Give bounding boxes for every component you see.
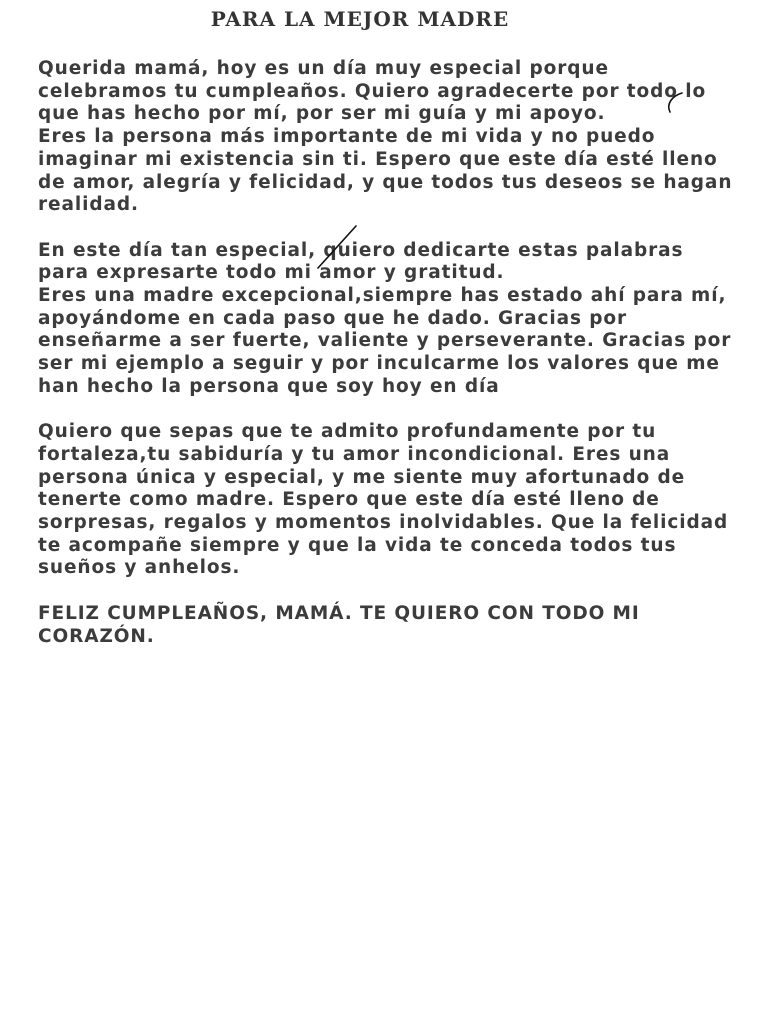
paragraph-closing: FELIZ CUMPLEAÑOS, MAMÁ. TE QUIERO CON TODO MI CORAZÓN. — [38, 602, 640, 647]
document-title: PARA LA MEJOR MADRE — [210, 7, 510, 31]
paragraph-3: Quiero que sepas que te admito profundamente por tu fortaleza,tu sabiduría y tu amor incondicional. Eres una persona única y especial, y me siente muy afortunado de tenerte como madre. Espero que este día esté lleno de sorpresas, regalos y momentos inolvidables. Que la felicidad te acompañe siempre y que la vida te conceda todos tus sueños y anhelos. — [38, 421, 729, 579]
document-body — [38, 58, 738, 671]
paragraph-2: En este día tan especial, quiero dedicarte estas palabras para expresarte todo mi amor y gratitud. Eres una madre excepcional,siempre has estado ahí para mí, apoyándome en cada paso que he dado. Gracias por enseñarme a ser fuerte, valiente y perseverante. Gracias por ser mi ejemplo a seguir y por inculcarme los valores que me han hecho la persona que soy hoy en día — [38, 239, 732, 397]
paragraph-1: Querida mamá, hoy es un día muy especial porque celebramos tu cumpleaños. Quiero agradecerte por todo lo que has hecho por mí, por ser mi guía y mi apoyo. Eres la persona más importante de mi vida y no puedo imaginar mi existencia sin ti. Espero que este día esté lleno de amor, alegría y felicidad, y que todos tus deseos se hagan realidad. — [38, 58, 733, 216]
